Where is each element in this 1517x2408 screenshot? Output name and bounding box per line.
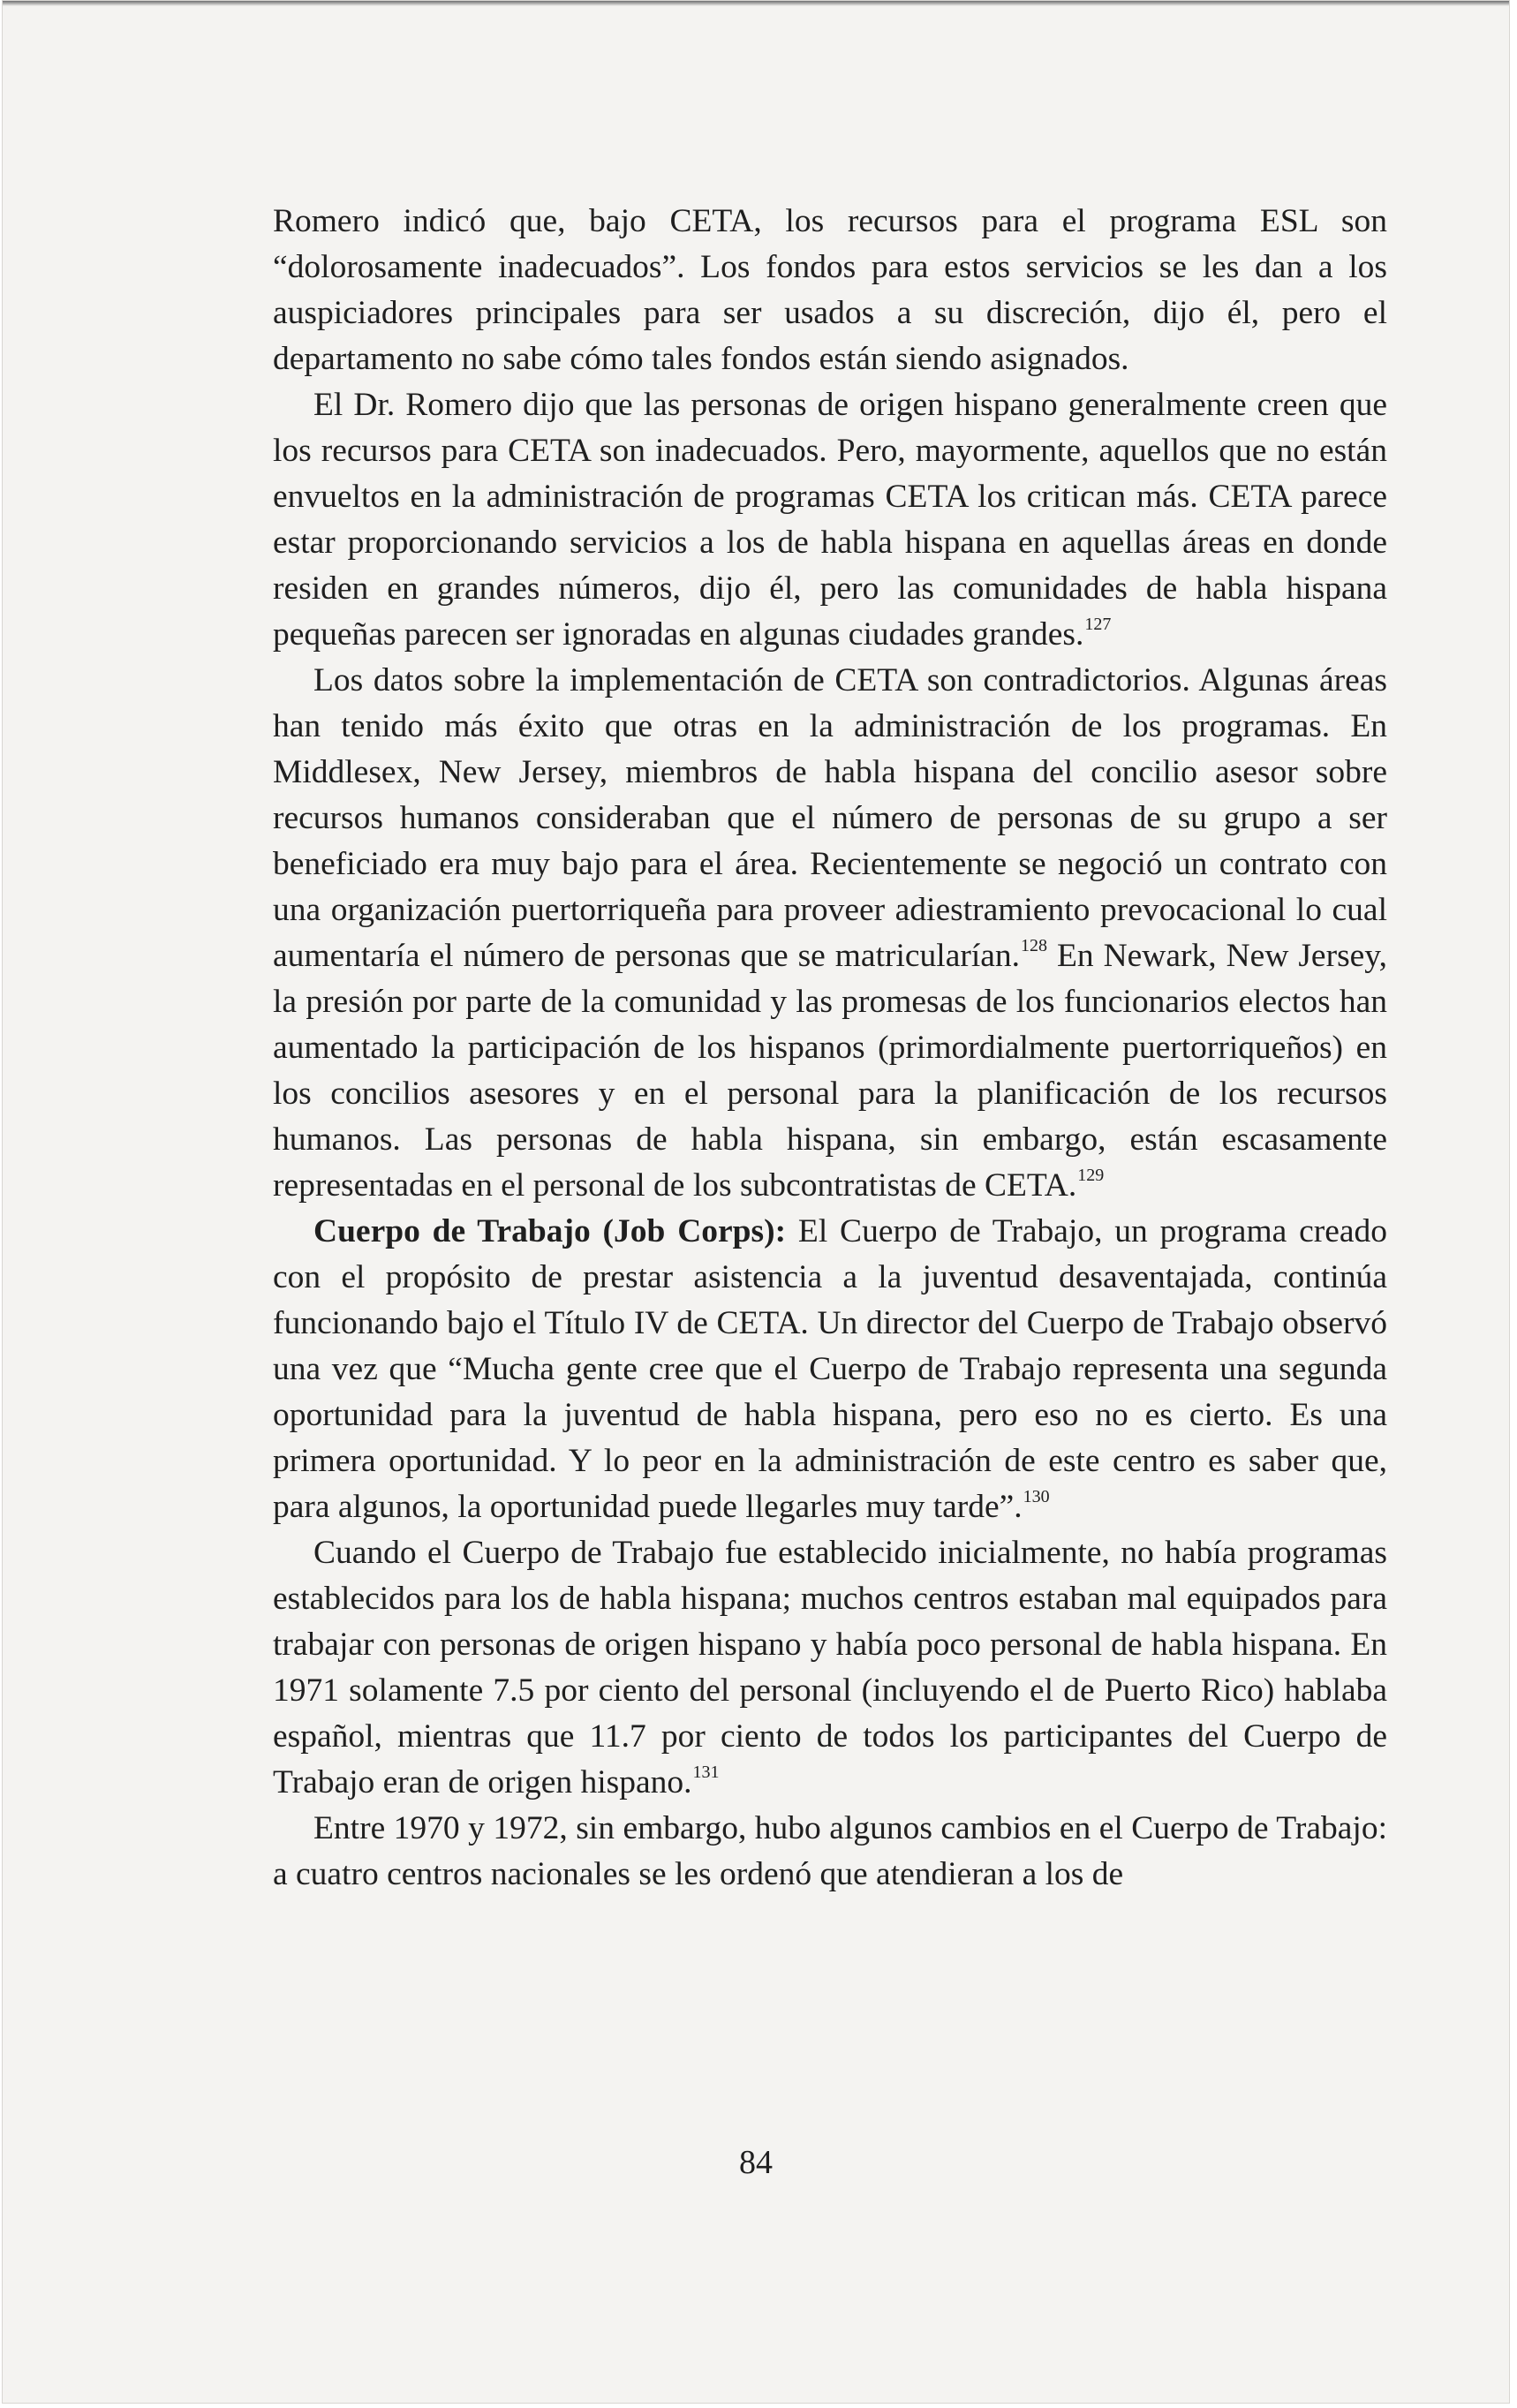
- paragraph-3: [273, 658, 1387, 1209]
- paragraph-4-text: El Cuerpo de Trabajo, un programa creado con el propósito de prestar asistencia a la juventud desaventajada, continúa funcionando bajo el Título IV de CETA. Un director del Cuerpo de Trabajo observó una vez que “Mucha gente cree que el Cuerpo de Trabajo representa una segunda oportunidad para la juventud de habla hispana, pero eso no es cierto. Es una primera oportunidad. Y lo peor en la administración de este centro es saber que, para algunos, la oportunidad puede llegarles muy tarde”.: [273, 1213, 1387, 1525]
- paragraph-1-text: Romero indicó que, bajo CETA, los recursos para el programa ESL son “dolorosamente inadecuados”. Los fondos para estos servicios se les dan a los auspiciadores principales para ser usados a su discreción, dijo él, pero el departamento no sabe cómo tales fondos están siendo asignados.: [273, 203, 1387, 377]
- paragraph-5: [273, 1530, 1387, 1806]
- footnote-ref-129: 129: [1077, 1166, 1105, 1185]
- paragraph-5-text: Cuando el Cuerpo de Trabajo fue establecido inicialmente, no había programas establecidos para los de habla hispana; muchos centros estaban mal equipados para trabajar con personas de origen hispano y había poco personal de habla hispana. En 1971 solamente 7.5 por ciento del personal (incluyendo el de Puerto Rico) hablaba español, mientras que 11.7 por ciento de todos los participantes del Cuerpo de Trabajo eran de origen hispano.: [273, 1535, 1387, 1800]
- paragraph-6: [273, 1806, 1387, 1898]
- paragraph-1: [273, 199, 1387, 382]
- footnote-ref-130: 130: [1023, 1487, 1050, 1506]
- paragraph-6-text: Entre 1970 y 1972, sin embargo, hubo algunos cambios en el Cuerpo de Trabajo: a cuatro centros nacionales se les ordenó que atendieran a los de: [273, 1810, 1387, 1892]
- paragraph-2: [273, 382, 1387, 658]
- footnote-ref-128: 128: [1021, 936, 1048, 955]
- paragraph-3-text-continued: En Newark, New Jersey, la presión por parte de la comunidad y las promesas de los funcionarios electos han aumentado la participación de los hispanos (primordialmente puertorriqueños) en los concilios asesores y en el personal para la planificación de los recursos humanos. Las personas de habla hispana, sin embargo, están escasamente representadas en el personal de los subcontratistas de CETA.: [273, 938, 1387, 1204]
- page-number: 84: [739, 2144, 773, 2181]
- paragraph-3-text: Los datos sobre la implementación de CETA son contradictorios. Algunas áreas han tenido más éxito que otras en la administración de los programas. En Middlesex, New Jersey, miembros de habla hispana del concilio asesor sobre recursos humanos consideraban que el número de personas de su grupo a ser beneficiado era muy bajo para el área. Recientemente se negoció un contrato con una organización puertorriqueña para proveer adiestramiento prevocacional lo cual aumentaría el número de personas que se matricularían.: [273, 662, 1387, 974]
- paragraph-2-text: El Dr. Romero dijo que las personas de origen hispano generalmente creen que los recursos para CETA son inadecuados. Pero, mayormente, aquellos que no están envueltos en la administración de programas CETA los critican más. CETA parece estar proporcionando servicios a los de habla hispana en aquellas áreas en donde residen en grandes números, dijo él, pero las comunidades de habla hispana pequeñas parecen ser ignoradas en algunas ciudades grandes.: [273, 387, 1387, 653]
- footnote-ref-127: 127: [1084, 615, 1112, 634]
- body-text: [273, 199, 1387, 1898]
- section-heading-job-corps: Cuerpo de Trabajo (Job Corps):: [313, 1213, 787, 1249]
- page-edge-shadow: [3, 1, 1509, 6]
- document-page: [2, 0, 1510, 2404]
- footnote-ref-131: 131: [692, 1763, 720, 1782]
- paragraph-4: [273, 1209, 1387, 1530]
